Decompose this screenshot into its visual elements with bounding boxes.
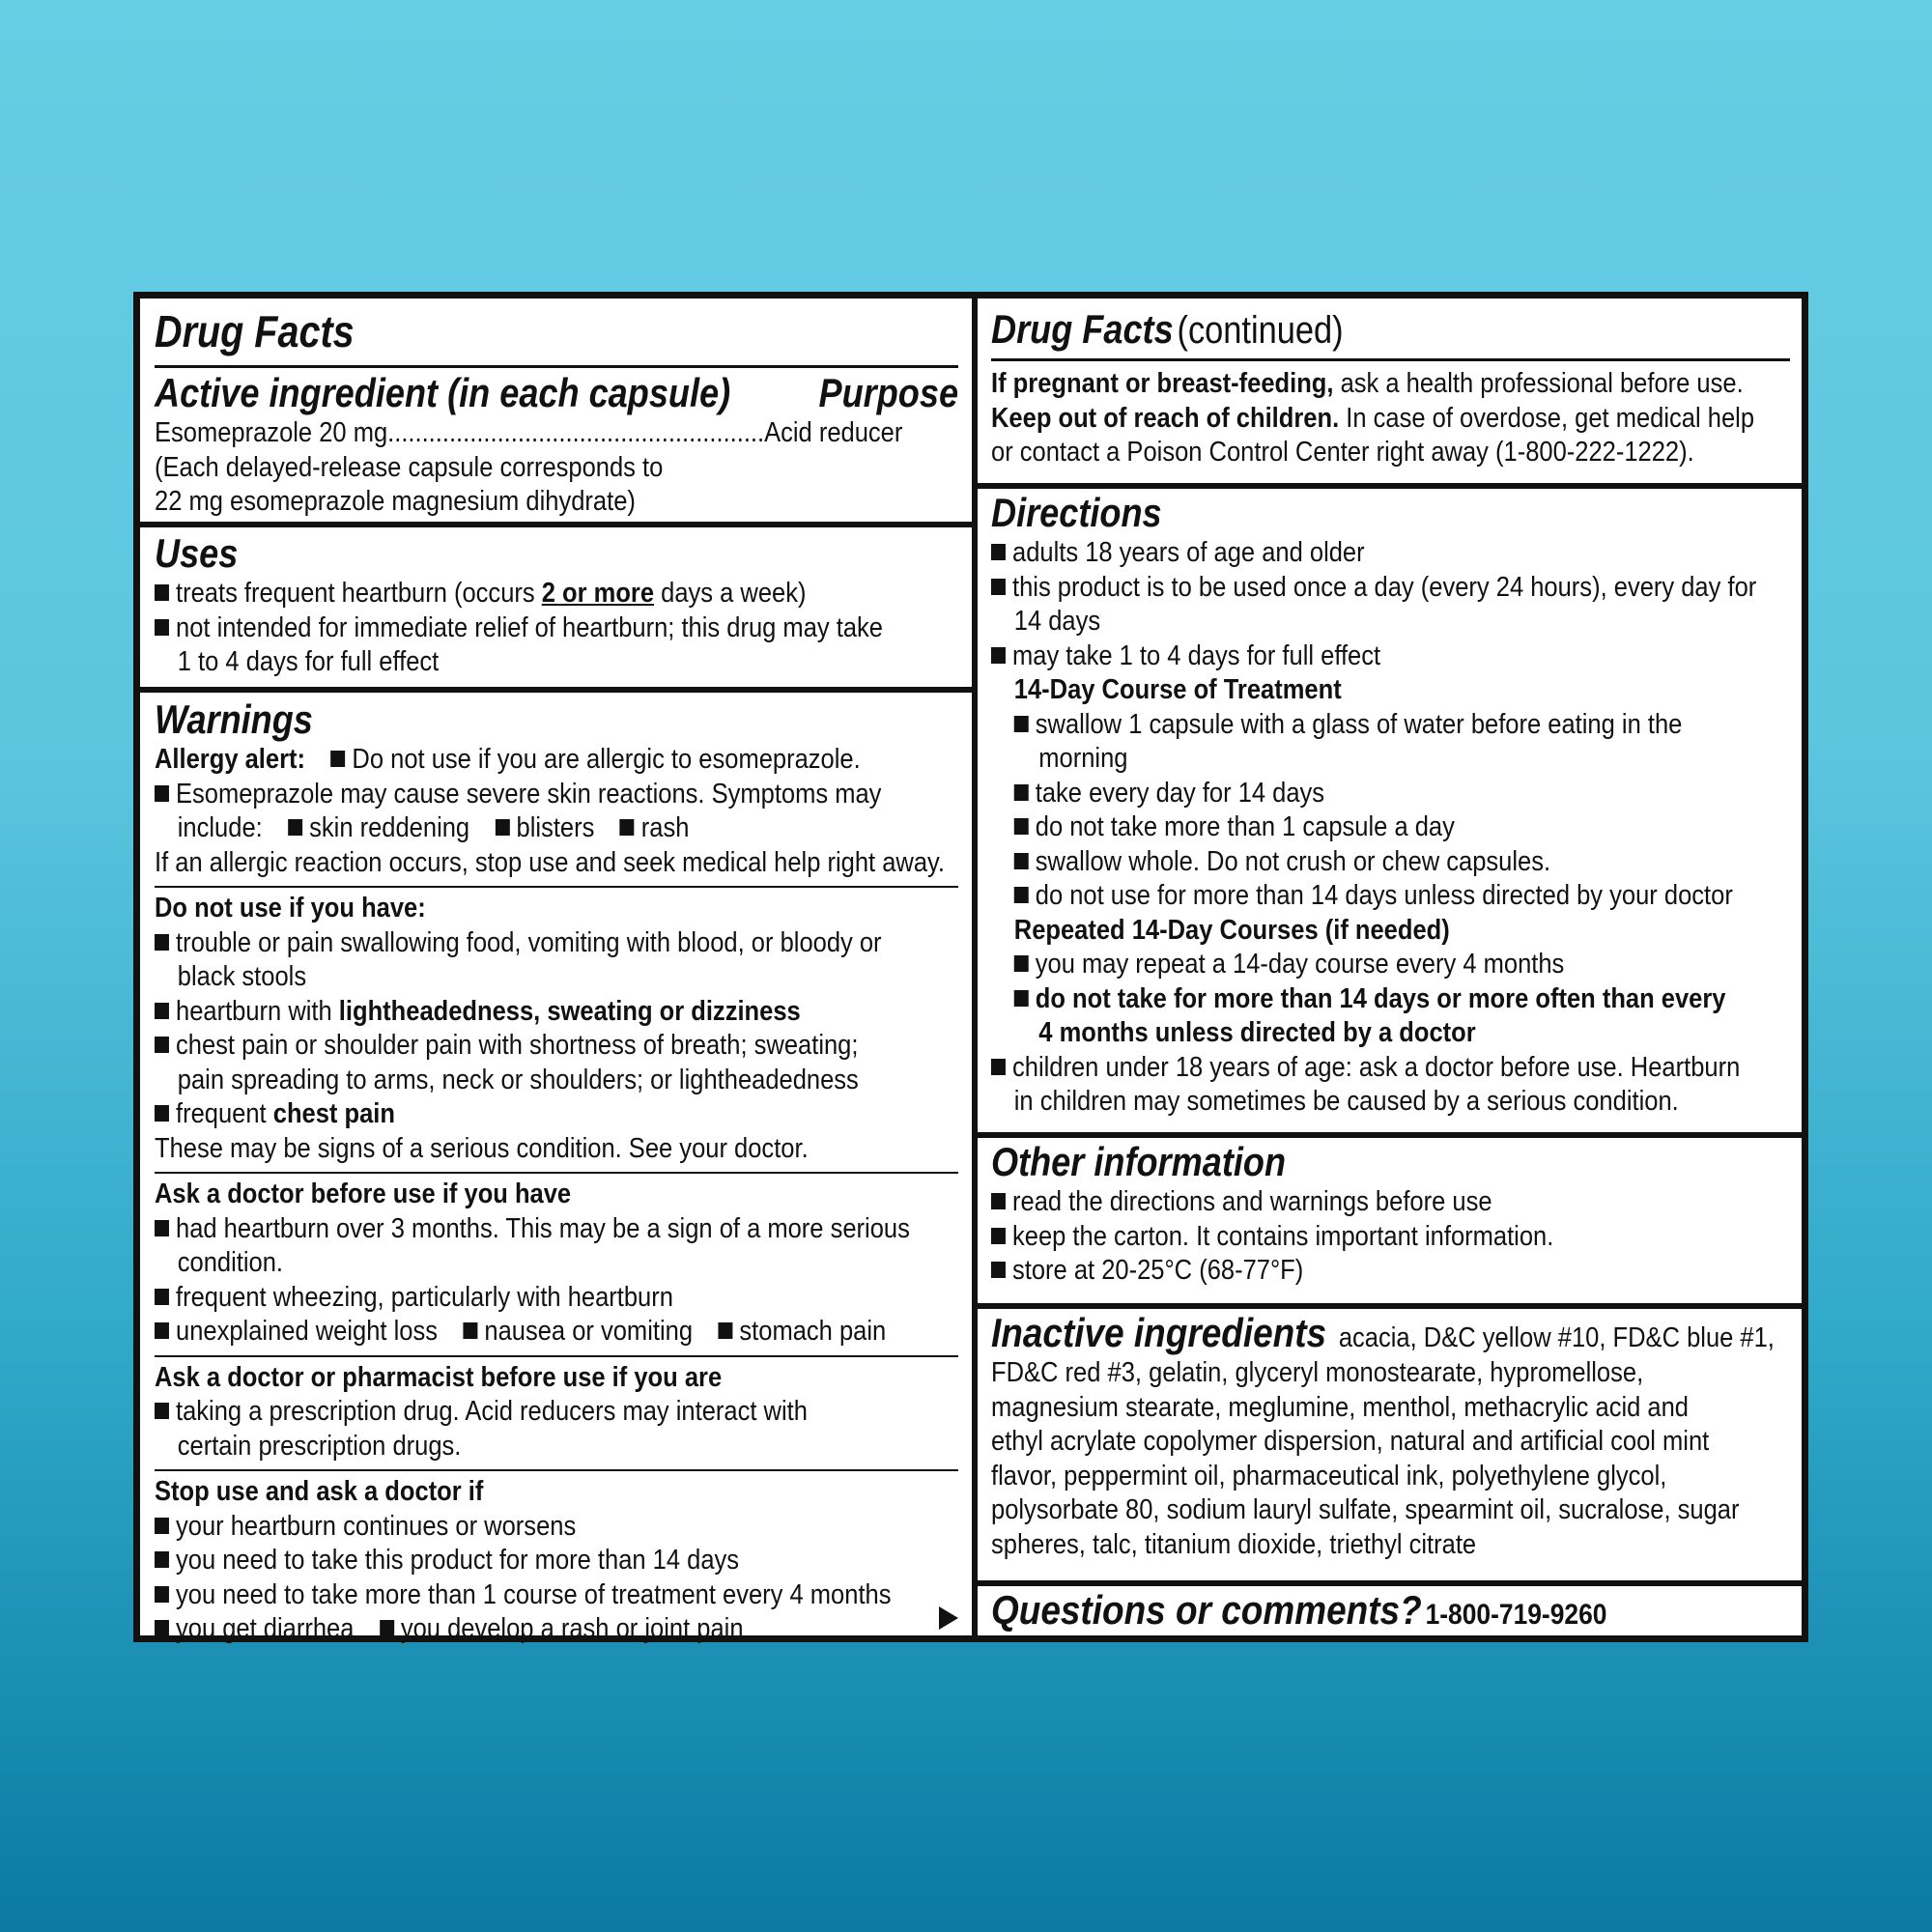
other-item: store at 20-25°C (68-77°F) bbox=[991, 1254, 1694, 1289]
directions-item: may take 1 to 4 days for full effect bbox=[991, 639, 1694, 674]
repeat-item: do not take for more than 14 days or more often than every bbox=[991, 982, 1694, 1017]
active-ingredient-note-1: (Each delayed-release capsule corresponds to bbox=[155, 451, 664, 483]
pregnancy-warning: If pregnant or breast-feeding, ask a health professional before use. bbox=[991, 368, 1744, 399]
inactive-ingredients-heading: Inactive ingredients bbox=[991, 1310, 1327, 1355]
uses-heading: Uses bbox=[155, 530, 239, 576]
course-heading: 14-Day Course of Treatment bbox=[1013, 674, 1342, 706]
do-not-use-item: chest pain or shoulder pain with shortness of breath; sweating; bbox=[155, 1029, 862, 1064]
inactive-line: spheres, talc, titanium dioxide, triethyl citrate bbox=[991, 1528, 1477, 1560]
section-bar bbox=[140, 687, 972, 693]
section-bar bbox=[978, 1580, 1802, 1586]
purpose-heading: Purpose bbox=[818, 369, 958, 415]
bullet-square bbox=[155, 785, 169, 802]
keep-out-of-reach: Keep out of reach of children. In case of overdose, get medical help bbox=[991, 402, 1755, 434]
course-item: do not use for more than 14 days unless directed by your doctor bbox=[991, 879, 1694, 914]
ask-pharmacist-item-cont: certain prescription drugs. bbox=[177, 1430, 462, 1462]
repeat-item-cont: 4 months unless directed by a doctor bbox=[1038, 1017, 1476, 1049]
directions-item-cont: 14 days bbox=[1013, 606, 1101, 638]
other-information-heading: Other information bbox=[991, 1139, 1287, 1184]
course-item: do not take more than 1 capsule a day bbox=[991, 810, 1694, 845]
do-not-use-item: trouble or pain swallowing food, vomiting with blood, or bloody or bbox=[155, 926, 862, 961]
directions-item: adults 18 years of age and older bbox=[991, 536, 1694, 571]
do-not-use-note: These may be signs of a serious condition. See your doctor. bbox=[155, 1132, 809, 1164]
continued-arrow-icon bbox=[939, 1606, 958, 1630]
section-bar bbox=[978, 1303, 1802, 1309]
questions-phone: 1-800-719-9260 bbox=[1425, 1599, 1607, 1631]
active-ingredient-section bbox=[140, 298, 972, 520]
continued-label: (continued) bbox=[1177, 309, 1344, 352]
stop-use-item: your heartburn continues or worsens bbox=[155, 1510, 862, 1545]
active-ingredient-line: Esomeprazole 20 mg.......................................................Acid reducer bbox=[155, 417, 903, 449]
course-item: swallow whole. Do not crush or chew capsules. bbox=[991, 845, 1694, 880]
ask-doctor-item: frequent wheezing, particularly with heartburn bbox=[155, 1281, 862, 1316]
do-not-use-heading: Do not use if you have: bbox=[155, 893, 426, 924]
questions-section bbox=[978, 1587, 1802, 1634]
ask-doctor-item: had heartburn over 3 months. This may be a sign of a more serious bbox=[155, 1212, 862, 1247]
inactive-ingredients-section bbox=[978, 1310, 1802, 1562]
uses-item-cont: 1 to 4 days for full effect bbox=[177, 646, 440, 678]
other-item: keep the carton. It contains important information. bbox=[991, 1220, 1694, 1255]
inactive-line: magnesium stearate, meglumine, menthol, methacrylic acid and bbox=[991, 1391, 1689, 1423]
repeat-heading: Repeated 14-Day Courses (if needed) bbox=[1013, 914, 1450, 946]
directions-section bbox=[978, 490, 1802, 1120]
inactive-line: polysorbate 80, sodium lauryl sulfate, spearmint oil, sucralose, sugar bbox=[991, 1494, 1740, 1525]
other-item: read the directions and warnings before use bbox=[991, 1185, 1694, 1220]
other-information-section bbox=[978, 1139, 1802, 1289]
do-not-use-item-cont: black stools bbox=[177, 961, 307, 993]
warnings-section bbox=[140, 696, 972, 1647]
drug-facts-panel bbox=[133, 292, 1808, 1645]
stop-use-heading: Stop use and ask a doctor if bbox=[155, 1476, 484, 1508]
do-not-use-item: frequent chest pain bbox=[155, 1097, 862, 1132]
directions-item: this product is to be used once a day (every 24 hours), every day for bbox=[991, 571, 1694, 606]
uses-item: not intended for immediate relief of heartburn; this drug may take bbox=[155, 611, 862, 646]
do-not-use-item-cont: pain spreading to arms, neck or shoulders; or lightheadedness bbox=[177, 1064, 859, 1095]
directions-heading: Directions bbox=[991, 490, 1162, 535]
drug-facts-title: Drug Facts bbox=[155, 306, 355, 356]
ask-doctor-heading: Ask a doctor before use if you have bbox=[155, 1179, 572, 1210]
directions-item: children under 18 years of age: ask a doctor before use. Heartburn bbox=[991, 1051, 1694, 1086]
stop-use-item: you need to take this product for more than 14 days bbox=[155, 1544, 862, 1578]
do-not-use-item: heartburn with lightheadedness, sweating or dizziness bbox=[155, 995, 862, 1030]
poison-control: or contact a Poison Control Center right away (1-800-222-1222). bbox=[991, 437, 1694, 468]
inactive-line: acacia, D&C yellow #10, FD&C blue #1, bbox=[1338, 1322, 1775, 1353]
course-item: take every day for 14 days bbox=[991, 777, 1694, 811]
continued-section bbox=[978, 298, 1802, 470]
skin-reaction: Esomeprazole may cause severe skin reactions. Symptoms may bbox=[155, 778, 862, 812]
bullet-square bbox=[330, 751, 345, 767]
directions-item-cont: in children may sometimes be caused by a serious condition. bbox=[1013, 1086, 1679, 1118]
bullet-square bbox=[155, 619, 169, 636]
inactive-line: flavor, peppermint oil, pharmaceutical ink, polyethylene glycol, bbox=[991, 1460, 1667, 1492]
course-item-cont: morning bbox=[1038, 743, 1128, 775]
active-ingredient-note-2: 22 mg esomeprazole magnesium dihydrate) bbox=[155, 486, 636, 518]
bullet-square bbox=[155, 584, 169, 601]
uses-item: treats frequent heartburn (occurs 2 or more days a week) bbox=[155, 577, 862, 611]
warnings-heading: Warnings bbox=[155, 696, 313, 742]
inactive-line: FD&C red #3, gelatin, glyceryl monostearate, hypromellose, bbox=[991, 1357, 1644, 1388]
left-column bbox=[140, 298, 972, 1645]
section-bar bbox=[978, 483, 1802, 489]
allergy-alert: Allergy alert: Do not use if you are allergic to esomeprazole. bbox=[155, 744, 861, 776]
symptoms-line: include: skin reddening blisters rash bbox=[177, 812, 690, 844]
course-item: swallow 1 capsule with a glass of water before eating in the bbox=[991, 708, 1694, 743]
section-bar bbox=[978, 1132, 1802, 1138]
allergic-reaction-note: If an allergic reaction occurs, stop use and seek medical help right away. bbox=[155, 846, 946, 878]
ask-pharmacist-item: taking a prescription drug. Acid reducers may interact with bbox=[155, 1395, 862, 1430]
repeat-item: you may repeat a 14-day course every 4 months bbox=[991, 948, 1694, 982]
ask-doctor-item: unexplained weight loss nausea or vomiting stomach pain bbox=[155, 1315, 862, 1350]
active-ingredient-heading: Active ingredient (in each capsule) bbox=[155, 369, 731, 415]
right-column bbox=[978, 298, 1802, 1635]
ask-doctor-item-cont: condition. bbox=[177, 1247, 284, 1279]
stop-use-item: you need to take more than 1 course of treatment every 4 months bbox=[155, 1578, 862, 1613]
drug-facts-continued-title: Drug Facts bbox=[991, 306, 1174, 352]
inactive-line: ethyl acrylate copolymer dispersion, natural and artificial cool mint bbox=[991, 1426, 1710, 1457]
stop-use-item: you get diarrhea you develop a rash or joint pain bbox=[155, 1612, 862, 1647]
section-bar bbox=[140, 522, 972, 527]
ask-pharmacist-heading: Ask a doctor or pharmacist before use if you are bbox=[155, 1361, 723, 1393]
uses-section bbox=[140, 530, 972, 680]
questions-heading: Questions or comments? bbox=[991, 1587, 1422, 1633]
